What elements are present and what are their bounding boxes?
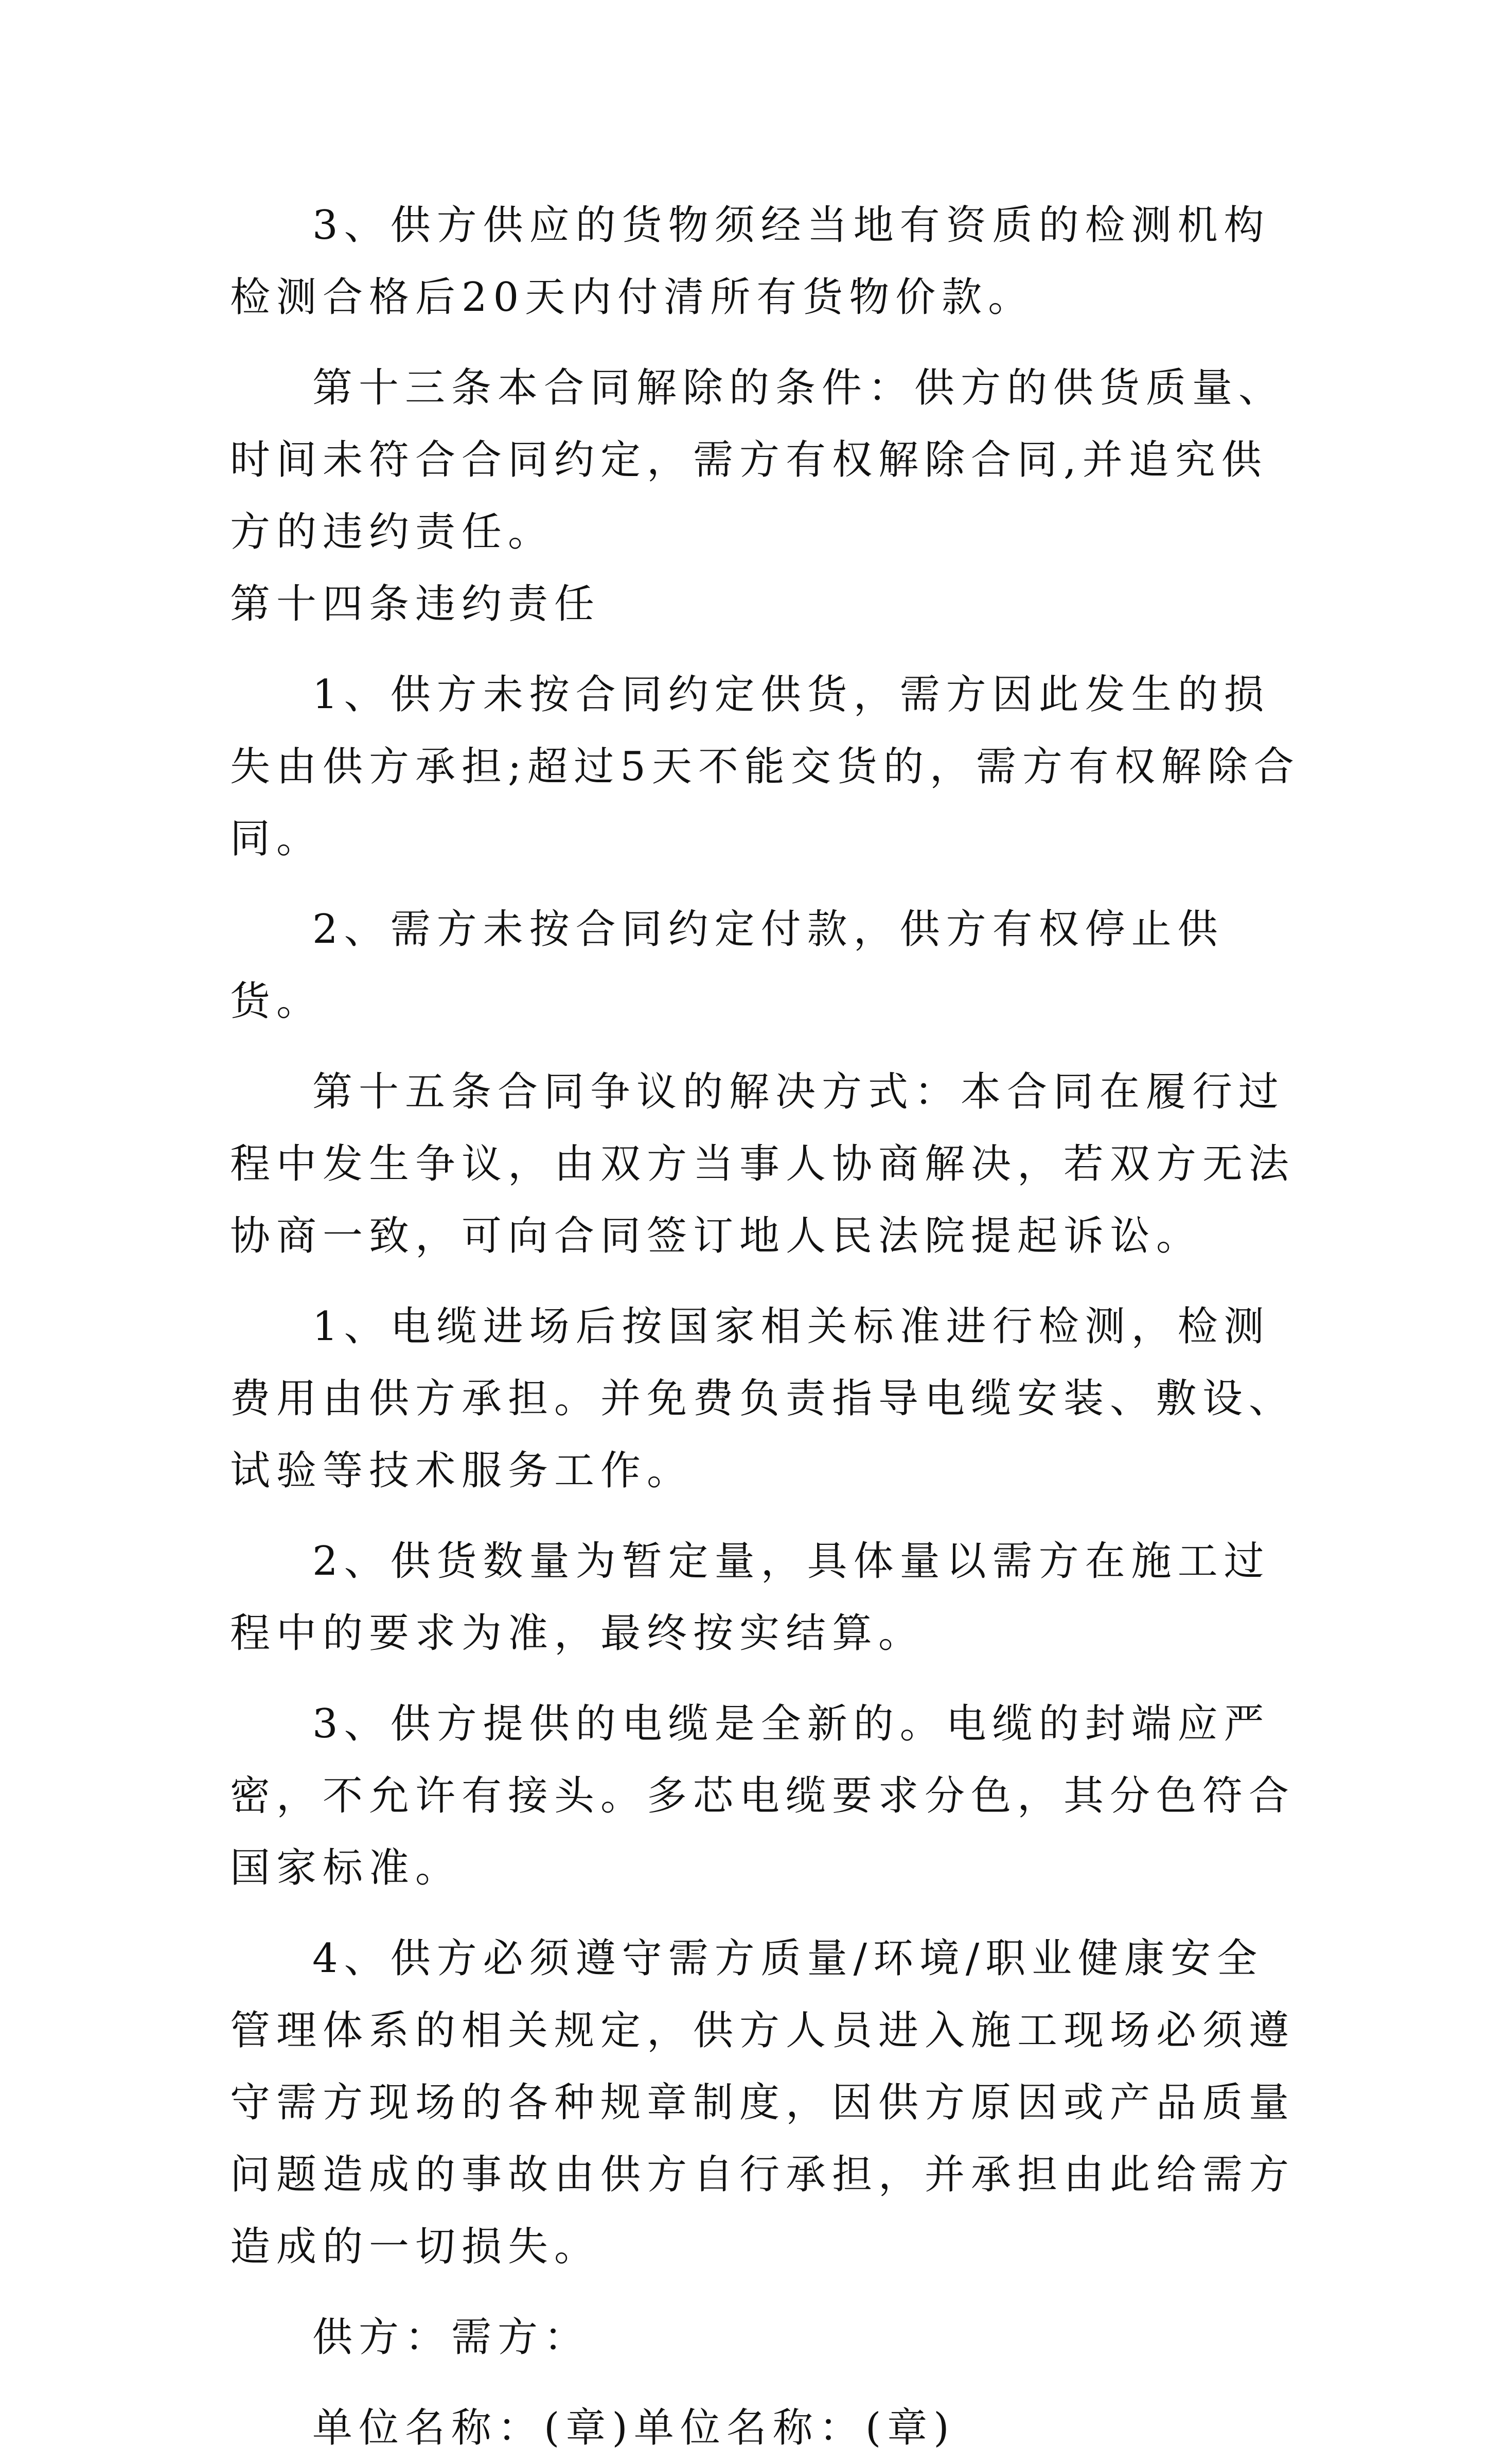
- paragraph-breach-clause-1: 1、供方未按合同约定供货，需方因此发生的损失由供方承担;超过5天不能交货的，需方有权解除合同。: [230, 672, 1300, 862]
- paragraph-cable-clause-1: 1、电缆进场后按国家相关标准进行检测，检测费用由供方承担。并免费负责指导电缆安装、敷设、试验等技术服务工作。: [230, 1304, 1296, 1494]
- paragraph-article-15: 第十五条合同争议的解决方式：本合同在履行过程中发生争议，由双方当事人协商解决，若双方无法协商一致，可向合同签订地人民法院提起诉讼。: [230, 1069, 1296, 1259]
- signature-parties-line: 供方：需方：: [312, 2314, 591, 2361]
- heading-article-14: 第十四条违约责任: [230, 581, 601, 627]
- paragraph-cable-clause-3: 3、供方提供的电缆是全新的。电缆的封端应严密，不允许有接头。多芯电缆要求分色，其分色符合国家标准。: [230, 1701, 1296, 1891]
- paragraph-article-13: 第十三条本合同解除的条件：供方的供货质量、时间未符合合同约定，需方有权解除合同,并追究供方的违约责任。: [230, 365, 1285, 555]
- paragraph-breach-clause-2: 2、需方未按合同约定付款，供方有权停止供货。: [230, 906, 1224, 1025]
- paragraph-payment-clause-3: 3、供方供应的货物须经当地有资质的检测机构检测合格后20天内付清所有货物价款。: [230, 202, 1270, 321]
- paragraph-cable-clause-4: 4、供方必须遵守需方质量/环境/职业健康安全管理体系的相关规定，供方人员进入施工现场必须遵守需方现场的各种规章制度，因供方原因或产品质量问题造成的事故由供方自行承担，并承担由此给需方造成的一切损失。: [230, 1935, 1296, 2270]
- signature-unit-name-line: 单位名称：(章)单位名称：(章): [312, 2405, 955, 2451]
- document-body: [230, 189, 1305, 2464]
- paragraph-cable-clause-2: 2、供货数量为暂定量，具体量以需方在施工过程中的要求为准，最终按实结算。: [230, 1538, 1270, 1657]
